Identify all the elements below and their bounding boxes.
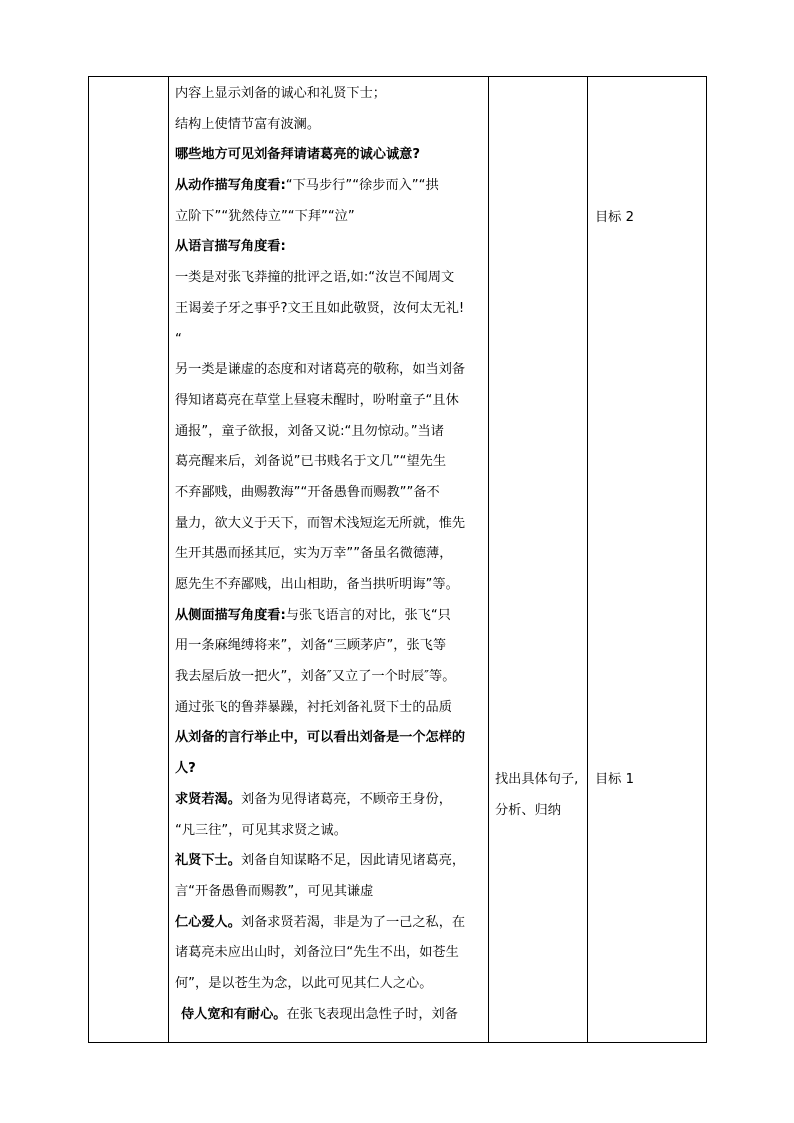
content-line <box>175 846 487 877</box>
lesson-table <box>88 76 707 1043</box>
bold-text: 从刘备的言行举止中，可以看出刘备是一个怎样的 <box>175 730 466 746</box>
content-line <box>175 938 487 969</box>
content-line <box>175 232 487 263</box>
content-line <box>175 662 487 693</box>
content-line <box>175 631 487 662</box>
content-line <box>175 785 487 816</box>
content-line <box>175 294 487 325</box>
content-line <box>175 171 487 202</box>
content-line <box>175 202 487 233</box>
text: 不弃鄙贱，曲赐教海”“开备愚鲁而赐教””备不 <box>175 484 440 500</box>
content-line <box>175 325 487 356</box>
text: 通过张飞的鲁莽暴躁，衬托刘备礼贤下士的品质 <box>175 699 452 715</box>
text: 刘备求贤若渴，非是为了一己之私，在 <box>240 914 466 930</box>
bold-text: 从语言描写角度看: <box>175 239 286 255</box>
column-divider <box>587 77 588 1042</box>
content-line <box>175 877 487 908</box>
text: 内容上显示刘备的诚心和礼贤下士； <box>175 86 386 101</box>
method-cell <box>495 765 585 826</box>
content-line <box>175 969 487 1000</box>
content-line <box>175 539 487 570</box>
content-line <box>175 601 487 632</box>
text: 言“开备愚鲁而赐教”，可见其谦虚 <box>175 883 374 899</box>
content-line <box>175 447 487 478</box>
content-line <box>175 386 487 417</box>
content-line <box>175 355 487 386</box>
bold-text: 从动作描写角度看: <box>175 178 286 194</box>
text: 刘备为见得诸葛亮，不顾帝王身份， <box>240 791 452 807</box>
text: 量力，欲大义于天下，而智术浅短迄无所就，惟先 <box>175 515 466 531</box>
method-line: 分析、归纳 <box>495 802 561 818</box>
text: 愿先生不弃鄙贱，出山相助，备当拱听明诲”等。 <box>175 577 459 592</box>
content-line <box>175 509 487 540</box>
content-line <box>175 478 487 509</box>
text: 生开其愚而拯其厄，实为万幸””备虽名微德薄， <box>175 546 453 562</box>
text: “下马步行”“徐步而入”“拱 <box>285 178 439 194</box>
column-divider <box>488 77 489 1042</box>
content-line <box>175 79 487 110</box>
content-line <box>175 417 487 448</box>
text: “ <box>175 331 182 347</box>
content-line <box>175 110 487 141</box>
content-line <box>175 908 487 939</box>
text: 通报”，童子欲报，刘备又说:“且勿惊动。”当诸 <box>175 423 444 439</box>
bold-text: 礼贤下士。 <box>175 853 241 869</box>
content-line <box>175 816 487 847</box>
goal-1-label: 目标 1 <box>595 772 634 787</box>
bold-text: 侍人宽和有耐心。 <box>181 1006 287 1022</box>
text: 用一条麻绳缚将来”，刘备“三顾茅庐”，张飞等 <box>175 638 447 654</box>
text: 刘备自知谋略不足，因此请见诸葛亮， <box>240 853 466 869</box>
text: 与张飞语言的对比，张飞“只 <box>285 607 451 623</box>
text: 结构上使情节富有波澜。 <box>175 116 321 132</box>
bold-text: 求贤若渴。 <box>175 791 241 807</box>
text: 诸葛亮未应出山时，刘备泣曰“先生不出，如苍生 <box>175 945 459 961</box>
column-divider <box>168 77 169 1042</box>
content-line <box>175 754 487 785</box>
bold-text: 仁心爱人。 <box>175 914 241 930</box>
content-line <box>175 693 487 724</box>
bold-text: 人? <box>175 761 196 777</box>
text: 王谒姜子牙之事乎?文王且如此敬贤，汝何太无礼! <box>175 300 465 316</box>
text: “凡三往”，可见其求贤之诚。 <box>175 822 347 838</box>
content-line <box>175 140 487 171</box>
text: 一类是对张飞莽撞的批评之语,如:“汝岂不闻周文 <box>175 270 455 286</box>
text: 何”，是以苍生为念，以此可见其仁人之心。 <box>175 975 433 991</box>
text: 我去屋后放一把火”，刘备″又立了一个时辰″等。 <box>175 669 456 685</box>
text: 立阶下”“犹然侍立”“下拜”“泣” <box>175 208 355 224</box>
text: 葛亮醒来后，刘备说”已书贱名于文几”“望先生 <box>175 454 447 470</box>
content-line <box>175 723 487 754</box>
teaching-content-cell <box>175 79 487 1030</box>
text: 得知诸葛亮在草堂上昼寝未醒时，吩咐童子“且休 <box>175 392 459 408</box>
bold-text: 哪些地方可见刘备拜请诸葛亮的诚心诚意? <box>175 147 421 163</box>
content-line <box>175 570 487 601</box>
bold-text: 从侧面描写角度看: <box>175 607 286 623</box>
text: 另一类是谦虚的态度和对诸葛亮的敬称，如当刘备 <box>175 362 466 378</box>
goal-2-label: 目标 2 <box>595 210 634 225</box>
content-line <box>175 1000 487 1031</box>
content-line <box>175 263 487 294</box>
method-line: 找出具体句子, <box>495 772 579 787</box>
text: 在张飞表现出急性子时，刘备 <box>286 1006 458 1022</box>
